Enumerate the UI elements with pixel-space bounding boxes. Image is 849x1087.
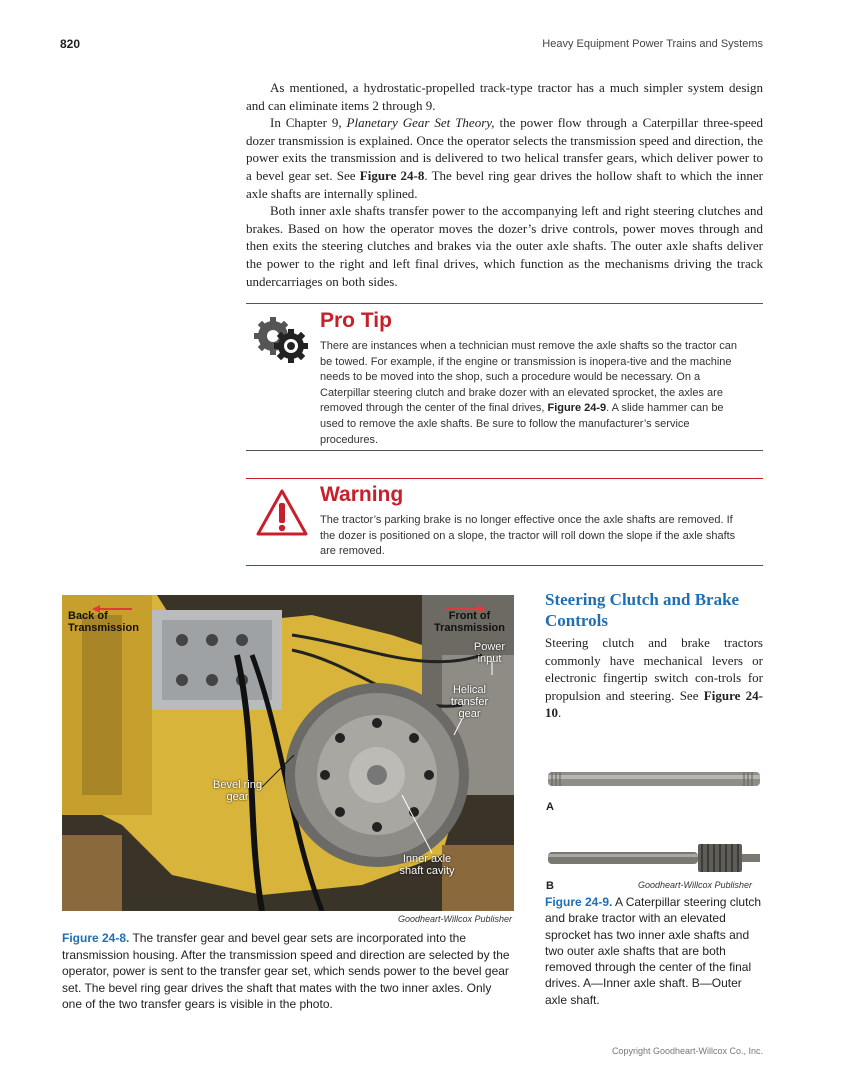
figure-24-9-label-b: B [546, 880, 554, 892]
inner-axle-shaft-image [548, 768, 760, 790]
pro-tip-text-after: . A slide hammer can be used to remove the axle shafts. Be sure to follow the manufacturer’s service procedures. [320, 402, 724, 446]
body-text [246, 79, 763, 290]
copyright: Copyright Goodheart-Willcox Co., Inc. [611, 1046, 763, 1056]
figure-24-9-label-a: A [546, 801, 554, 813]
pro-tip-text [320, 339, 740, 448]
paragraph-1: As mentioned, a hydrostatic-propelled track-type tractor has a much simpler system design and can eliminate items 2 through 9. [246, 80, 763, 113]
p2-before: In Chapter 9, [270, 115, 347, 131]
p2-mid: the power flow through a Caterpillar three-speed dozer transmission is explained. Once the operator selects the transmission speed and direction, the power exits the transmission and is delivered to two helical transfer gears, which deliver power to a bevel gear set. See [246, 115, 763, 183]
section-text-after: . [558, 705, 562, 721]
chapter-title: Planetary Gear Set Theory, [346, 115, 495, 131]
page-number: 820 [60, 37, 81, 51]
warning-triangle-icon [255, 488, 309, 538]
pro-tip-bottom-rule [246, 450, 763, 451]
figure-24-8-caption-text: The transfer gear and bevel gear sets are incorporated into the transmission housing. After the transmission speed and direction are selected by the operator, power is sent to the transfer gear set, which sends power to the bevel gear set. The bevel ring gear drives the shaft that mates with the two inner axles. Only one of the two transfer gears is visible in the photo. [62, 931, 510, 1011]
figure-ref-24-8[interactable]: Figure 24-8 [359, 167, 425, 183]
label-power-input: Power input [473, 641, 506, 665]
section-heading: Steering Clutch and Brake Controls [545, 590, 740, 630]
figure-24-8-caption [62, 930, 514, 1013]
pro-tip-top-rule [246, 303, 763, 304]
warning-bottom-rule [246, 565, 763, 566]
figure-ref-24-9[interactable]: Figure 24-9 [547, 402, 607, 415]
pro-tip-title: Pro Tip [320, 309, 392, 332]
section-text [545, 634, 763, 722]
warning-text: The tractor’s parking brake is no longer effective once the axle shafts are removed. If the dozer is positioned on a slope, the tractor will roll down the slope if the axle shafts are removed. [320, 514, 736, 558]
running-title: Heavy Equipment Power Trains and Systems [542, 38, 763, 50]
figure-24-8-label: Figure 24-8. [62, 931, 130, 945]
transmission-photo [62, 595, 514, 911]
label-back-of-transmission: Back of Transmission [68, 610, 139, 634]
warning-top-rule [246, 478, 763, 479]
figure-24-9-caption-text: A Caterpillar steering clutch and brake tractor with an elevated sprocket has two inner axle shafts and two outer axle shafts that are both removed through the center of the final drives. A—Inner axle shaft. B—Outer axle shaft. [545, 895, 762, 1007]
label-helical-transfer-gear: Helical transfer gear [450, 684, 489, 720]
outer-axle-shaft-image [548, 843, 762, 873]
gears-icon [253, 312, 311, 368]
figure-ref-24-10[interactable]: Figure 24-10 [545, 687, 764, 721]
figure-24-9-label: Figure 24-9. [545, 895, 613, 909]
p2-after: . The bevel ring gear drives the hollow shaft to which the inner axle shafts are internally splined. [246, 167, 763, 201]
label-bevel-ring-gear: Bevel ring gear [213, 779, 262, 803]
pro-tip-text-before: There are instances when a technician must remove the axle shafts so the tractor can be towed. For example, if the engine or transmission is inopera-tive and the machine needs to be moved into the shop, such a procedure would be necessary. On a Caterpillar steering clutch and brake dozer with an elevated sprocket, the axles are removed through the center of the final drives, [320, 340, 737, 415]
section-text-before: Steering clutch and brake tractors commonly have mechanical levers or electronic fingertip switch con-trols for propulsion and steering. See [545, 635, 763, 703]
label-inner-axle-shaft-cavity: Inner axle shaft cavity [399, 853, 455, 877]
label-front-of-transmission: Front of Transmission [434, 610, 505, 634]
figure-24-8-credit: Goodheart-Willcox Publisher [398, 914, 512, 924]
paragraph-2 [246, 114, 763, 202]
figure-24-9-caption [545, 894, 763, 1008]
warning-title: Warning [320, 483, 404, 506]
paragraph-3: Both inner axle shafts transfer power to the accompanying left and right steering clutches and brakes. Based on how the operator moves the dozer’s drive controls, power moves through and then exits the steering clutches and brakes via the outer axle shafts. The outer axle shafts deliver the power to the right and left final drives, which function as the mechanisms driving the track undercarriages on both sides. [246, 203, 763, 289]
callout-lines [62, 595, 514, 911]
figure-24-9-credit: Goodheart-Willcox Publisher [638, 880, 752, 890]
